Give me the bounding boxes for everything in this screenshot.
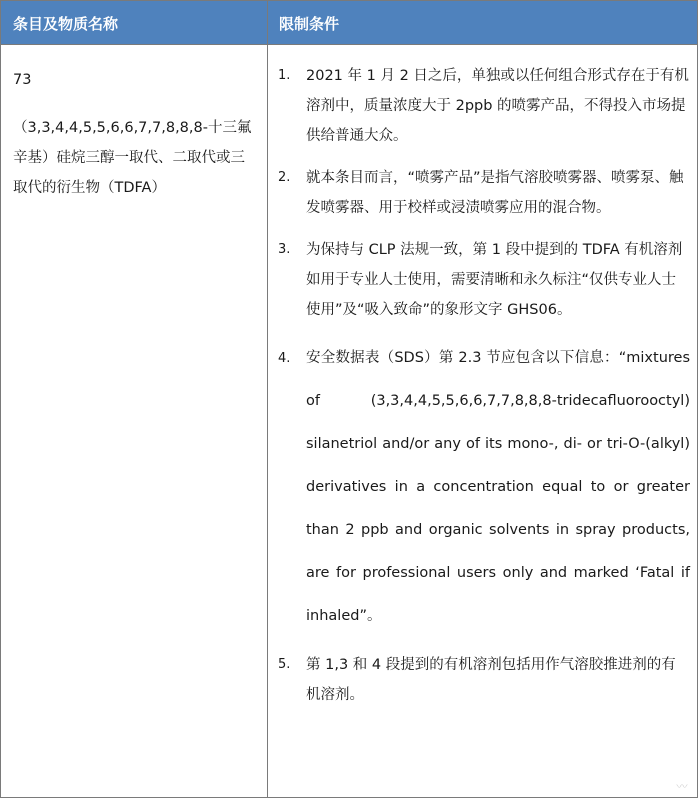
condition-number: 3. — [278, 242, 291, 257]
condition-text: 就本条目而言，“喷雾产品”是指气溶胶喷雾器、喷雾泵、触发喷雾器、用于校样或浸渍喷雾应用的混合物。 — [306, 170, 684, 216]
condition-text: 安全数据表（SDS）第 2.3 节应包含以下信息：“mixtures of (3,3,4,4,5,5,6,6,7,7,8,8,8-tridecafluorooctyl) silanetriol and/or any of its mono-, di- or tri-O-(alkyl) derivatives in a concentration equal to or greater than 2 ppb and organic solvents in spray products, are for professional users only and marked ‘Fatal if inhaled”。 — [306, 350, 690, 624]
condition-number: 1. — [278, 68, 291, 83]
condition-text: 为保持与 CLP 法规一致，第 1 段中提到的 TDFA 有机溶剂如用于专业人士使用，需要清晰和永久标注“仅供专业人士使用”及“吸入致命”的象形文字 GHS06。 — [306, 242, 683, 318]
condition-item — [278, 61, 690, 151]
condition-number: 2. — [278, 170, 291, 185]
condition-number: 4. — [278, 351, 291, 366]
condition-item — [278, 235, 690, 325]
entry-number: 73 — [13, 72, 32, 88]
table-header-row — [1, 1, 697, 45]
substance-name: （3,3,4,4,5,5,6,6,7,7,8,8,8-十三氟辛基）硅烷三醇一取代、二取代或三取代的衍生物（TDFA） — [13, 120, 252, 196]
substance-cell — [13, 65, 259, 203]
conditions-cell — [278, 61, 690, 722]
condition-item — [278, 163, 690, 223]
condition-item — [278, 337, 690, 638]
column-divider — [267, 1, 268, 797]
condition-text: 第 1,3 和 4 段提到的有机溶剂包括用作气溶胶推进剂的有机溶剂。 — [306, 657, 676, 703]
condition-item — [278, 650, 690, 710]
watermark-logo-icon: 〰 — [676, 780, 688, 793]
condition-text: 2021 年 1 月 2 日之后，单独或以任何组合形式存在于有机溶剂中，质量浓度大于 2ppb 的喷雾产品，不得投入市场提供给普通大众。 — [306, 68, 689, 144]
condition-number: 5. — [278, 657, 291, 672]
header-substance-name: 条目及物质名称 — [13, 15, 119, 33]
header-restriction-conditions: 限制条件 — [279, 15, 340, 33]
